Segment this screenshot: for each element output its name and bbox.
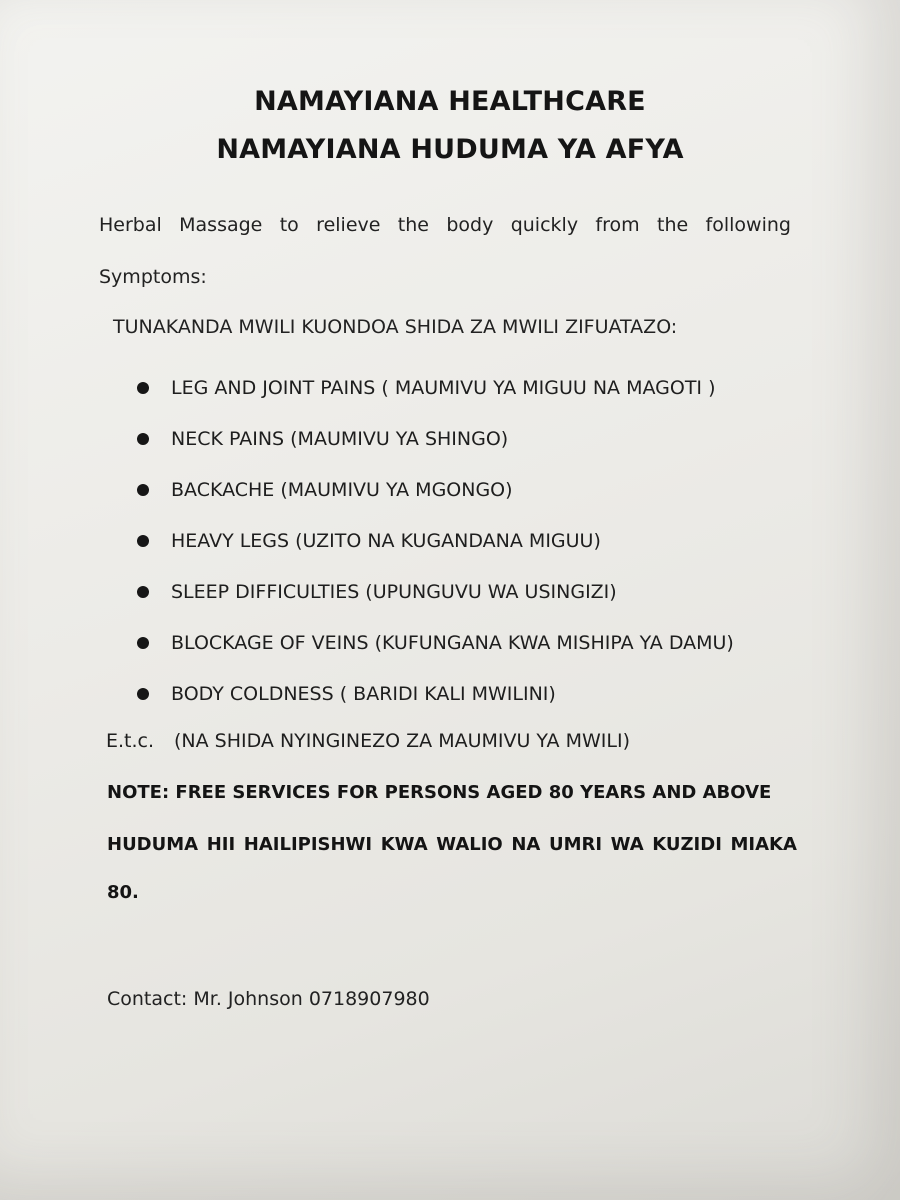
intro-line-1 xyxy=(99,214,791,236)
note-word: MIAKA xyxy=(730,834,797,855)
note-word: UMRI xyxy=(548,834,603,855)
symptom-text: LEG AND JOINT PAINS ( MAUMIVU YA MIGUU NA MAGOTI ) xyxy=(171,376,716,399)
note-word: WALIO xyxy=(436,834,503,855)
note-swahili-continued: 80. xyxy=(107,882,139,903)
contact-info: Contact: Mr. Johnson 0718907980 xyxy=(107,988,430,1010)
symptom-item xyxy=(137,566,734,617)
symptom-item xyxy=(137,515,734,566)
intro-word: quickly xyxy=(510,214,579,236)
intro-word: Massage xyxy=(179,214,263,236)
title-english: NAMAYIANA HEALTHCARE xyxy=(254,86,646,117)
symptom-text: HEAVY LEGS (UZITO NA KUGANDANA MIGUU) xyxy=(171,529,601,552)
note-word: KUZIDI xyxy=(652,834,722,855)
swahili-heading: TUNAKANDA MWILI KUONDOA SHIDA ZA MWILI ZIFUATAZO: xyxy=(113,316,678,338)
note-english: NOTE: FREE SERVICES FOR PERSONS AGED 80 YEARS AND ABOVE xyxy=(107,782,772,803)
symptom-item xyxy=(137,413,734,464)
note-word: WA xyxy=(610,834,644,855)
bullet-icon xyxy=(137,433,149,445)
bullet-icon xyxy=(137,637,149,649)
bullet-icon xyxy=(137,586,149,598)
etc-text: (NA SHIDA NYINGINEZO ZA MAUMIVU YA MWILI) xyxy=(174,730,630,752)
bullet-icon xyxy=(137,688,149,700)
note-word: KWA xyxy=(380,834,428,855)
note-word: HAILIPISHWI xyxy=(243,834,373,855)
bullet-icon xyxy=(137,535,149,547)
note-swahili xyxy=(107,834,797,855)
intro-line-2: Symptoms: xyxy=(99,266,207,288)
intro-word: Herbal xyxy=(99,214,162,236)
intro-word: body xyxy=(446,214,494,236)
symptom-text: BLOCKAGE OF VEINS (KUFUNGANA KWA MISHIPA YA DAMU) xyxy=(171,631,734,654)
symptom-text: SLEEP DIFFICULTIES (UPUNGUVU WA USINGIZI) xyxy=(171,580,617,603)
symptom-list xyxy=(137,362,734,719)
symptom-text: BACKACHE (MAUMIVU YA MGONGO) xyxy=(171,478,513,501)
note-word: NA xyxy=(511,834,541,855)
bullet-icon xyxy=(137,382,149,394)
intro-word: from xyxy=(595,214,640,236)
note-word: HUDUMA xyxy=(107,834,199,855)
intro-word: following xyxy=(705,214,791,236)
intro-word: relieve xyxy=(316,214,381,236)
symptom-item xyxy=(137,362,734,413)
intro-word: to xyxy=(279,214,299,236)
symptom-item xyxy=(137,617,734,668)
symptom-item xyxy=(137,668,734,719)
bullet-icon xyxy=(137,484,149,496)
symptom-item xyxy=(137,464,734,515)
intro-word: the xyxy=(397,214,429,236)
note-word: HII xyxy=(206,834,236,855)
symptom-text: BODY COLDNESS ( BARIDI KALI MWILINI) xyxy=(171,682,556,705)
etc-row xyxy=(106,730,630,752)
symptom-text: NECK PAINS (MAUMIVU YA SHINGO) xyxy=(171,427,509,450)
intro-word: the xyxy=(657,214,689,236)
title-swahili: NAMAYIANA HUDUMA YA AFYA xyxy=(216,134,684,165)
etc-label: E.t.c. xyxy=(106,730,155,752)
